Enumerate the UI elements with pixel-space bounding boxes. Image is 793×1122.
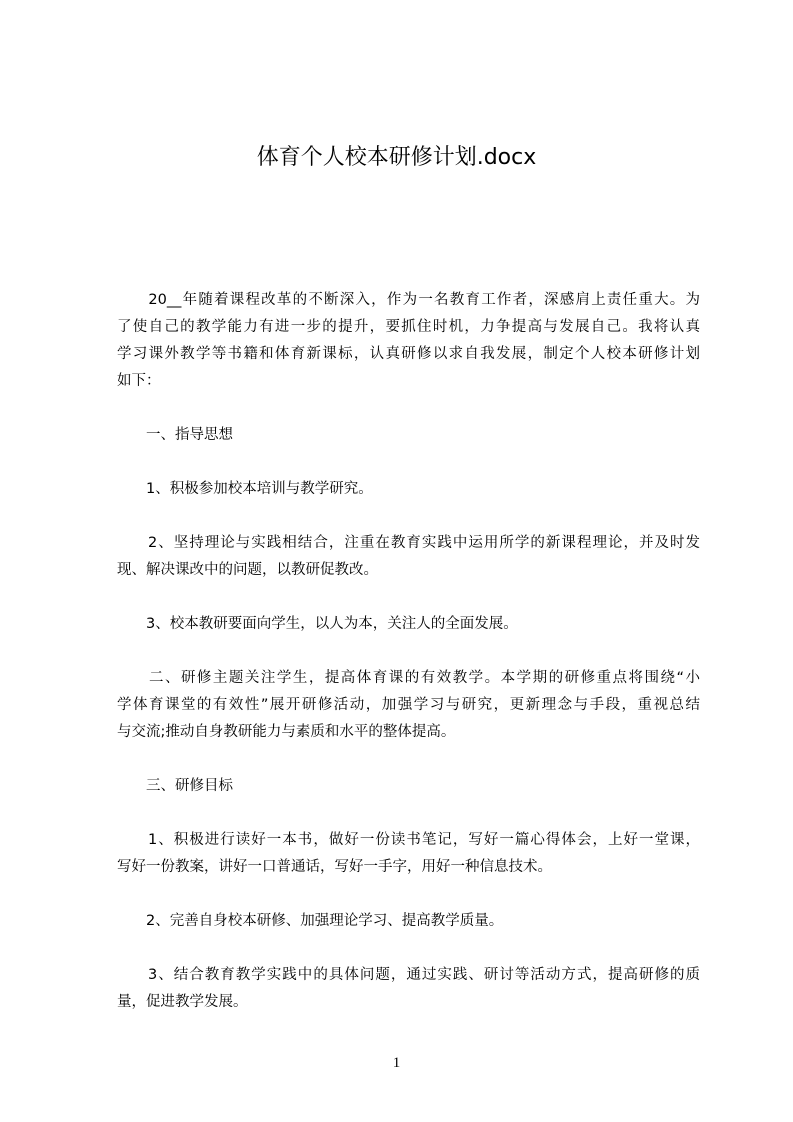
text-line: 写好一份教案，讲好一口普通话，写好一手字，用好一种信息技术。: [117, 859, 552, 875]
text-line: 1、积极参加校本培训与教学研究。: [117, 481, 373, 497]
text-line: 现、解决课改中的问题，以教研促教改。: [117, 562, 378, 578]
text-line: 3、结合教育教学实践中的具体问题，通过实践、研讨等活动方式，提高研修的质: [117, 967, 700, 983]
text-line: 了使自己的教学能力有进一步的提升，要抓住时机，力争提高与发展自己。我将认真: [117, 319, 700, 335]
text-line: 2、完善自身校本研修、加强理论学习、提高教学质量。: [117, 913, 504, 929]
text-line: 学习课外教学等书籍和体育新课标，认真研修以求自我发展，制定个人校本研修计划: [117, 346, 700, 362]
text-line: 三、研修目标: [117, 778, 233, 794]
page-number: 1: [392, 1055, 401, 1071]
text-line: 学体育课堂的有效性”展开研修活动，加强学习与研究，更新理念与手段，重视总结: [117, 697, 700, 713]
text-line: 量，促进教学发展。: [117, 994, 248, 1010]
text-line: 1、积极进行读好一本书，做好一份读书笔记，写好一篇心得体会，上好一堂课，: [117, 832, 700, 848]
text-line: 与交流;推动自身教研能力与素质和水平的整体提高。: [117, 724, 456, 740]
text-line: 一、指导思想: [117, 427, 233, 443]
document-title: 体育个人校本研修计划.docx: [256, 145, 537, 170]
text-line: 3、校本教研要面向学生，以人为本，关注人的全面发展。: [117, 616, 518, 632]
text-line: 如下：: [117, 373, 161, 389]
text-line: 20__年随着课程改革的不断深入，作为一名教育工作者，深感肩上责任重大。为: [117, 292, 700, 308]
text-line: 2、坚持理论与实践相结合，注重在教育实践中运用所学的新课程理论，并及时发: [117, 535, 700, 551]
text-line: 二、研修主题关注学生，提高体育课的有效教学。本学期的研修重点将围绕“小: [117, 670, 700, 686]
